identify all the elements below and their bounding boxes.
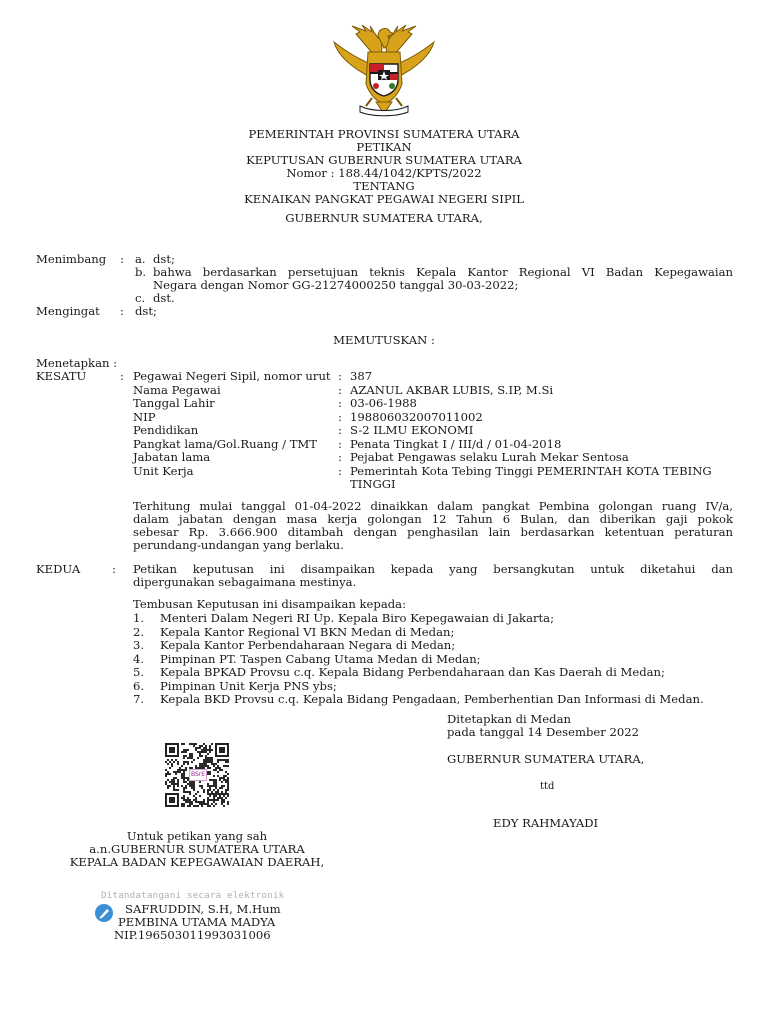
detail-colon: : (338, 382, 342, 397)
detail-colon: : (338, 463, 342, 478)
detail-value: S-2 ILMU EKONOMI (350, 423, 474, 437)
signature-name: EDY RAHMAYADI (493, 816, 599, 830)
detail-colon: : (338, 450, 342, 464)
list-number: 2. (133, 624, 145, 639)
list-item (133, 680, 743, 694)
list-text: Menteri Dalam Negeri RI Up. Kepala Biro Kepegawaian di Jakarta; (160, 611, 554, 625)
menimbang-b-text-2: Negara dengan Nomor GG-21274000250 tanggal 30-03-2022; (153, 278, 519, 292)
header-governor: GUBERNUR SUMATERA UTARA, (285, 211, 483, 225)
kedua-text-2: dipergunakan sebagaimana mestinya. (133, 575, 357, 589)
list-item (133, 666, 743, 680)
kesatu-para-4: perundang-undangan yang berlaku. (133, 538, 344, 552)
list-item (133, 626, 743, 640)
detail-value: Penata Tingkat I / III/d / 01-04-2018 (350, 436, 562, 451)
list-item (133, 693, 743, 707)
detail-key: Pegawai Negeri Sipil, nomor urut (133, 369, 331, 383)
kesatu-colon: : (120, 369, 124, 383)
memutuskan-heading: MEMUTUSKAN : (333, 333, 435, 347)
mengingat-label: Mengingat (36, 304, 100, 318)
list-number: 7. (133, 692, 145, 706)
list-text: Kepala Kantor Regional VI BKN Medan di Medan; (160, 624, 455, 639)
detail-key: Pendidikan (133, 423, 199, 437)
qr-code-icon (165, 743, 229, 807)
list-text: Pimpinan PT. Taspen Cabang Utama Medan di Medan; (160, 651, 481, 666)
header-tentang: TENTANG (353, 179, 415, 193)
detail-value: AZANUL AKBAR LUBIS, S.IP, M.Si (350, 382, 554, 397)
kedua-label: KEDUA (36, 562, 81, 576)
header-petikan: PETIKAN (356, 140, 412, 154)
kesatu-para-1: Terhitung mulai tanggal 01-04-2022 dinaikkan dalam pangkat Pembina golongan ruang IV/a, (133, 499, 733, 513)
detail-colon: : (338, 369, 342, 383)
menimbang-b-marker: b. (135, 265, 147, 279)
menetapkan-label: Menetapkan : (36, 356, 118, 370)
detail-row (133, 451, 733, 465)
detail-colon: : (338, 436, 342, 451)
list-item (133, 612, 743, 626)
garuda-emblem-icon (322, 22, 446, 118)
detail-key: Tanggal Lahir (133, 396, 215, 410)
kedua-text-1: Petikan keputusan ini disampaikan kepada yang bersangkutan untuk diketahui dan (133, 562, 733, 576)
detail-key: Pangkat lama/Gol.Ruang / TMT (133, 436, 318, 451)
header-nomor: Nomor : 188.44/1042/KPTS/2022 (286, 166, 482, 180)
kesatu-para-3: sebesar Rp. 3.666.900 ditambah dengan penghasilan lain berdasarkan ketentuan peraturan (133, 525, 733, 539)
kesatu-para-2: dalam jabatan dengan masa kerja golongan 12 Tahun 6 Bulan, dan diberikan gaji pokok (133, 512, 733, 526)
petikan-office-line: KEPALA BADAN KEPEGAWAIAN DAERAH, (69, 855, 325, 869)
header-government: PEMERINTAH PROVINSI SUMATERA UTARA (248, 127, 520, 141)
detail-colon: : (338, 423, 342, 437)
list-text: Pimpinan Unit Kerja PNS ybs; (160, 678, 337, 693)
menimbang-c-marker: c. (135, 291, 146, 305)
list-item (133, 653, 743, 667)
detail-value (350, 465, 733, 492)
unit-kerja-line-1: Pemerintah Kota Tebing Tinggi PEMERINTAH KOTA TEBING (350, 463, 712, 478)
menimbang-a-text: dst; (153, 252, 175, 266)
tembusan-intro: Tembusan Keputusan ini disampaikan kepada: (133, 597, 406, 611)
detail-row (133, 397, 733, 411)
signer-name: SAFRUDDIN, S.H, M.Hum (125, 902, 281, 916)
signature-ttd: ttd (540, 781, 555, 792)
mengingat-colon: : (120, 304, 124, 318)
detail-value: 387 (350, 369, 373, 383)
detail-row (133, 424, 733, 438)
kedua-colon: : (112, 562, 116, 576)
signature-place: Ditetapkan di Medan (447, 712, 571, 726)
signer-nip: NIP.196503011993031006 (114, 928, 271, 942)
detail-key: NIP (133, 409, 156, 424)
detail-key: Unit Kerja (133, 463, 194, 478)
detail-row (133, 370, 733, 384)
e-signature-note: Ditandatangani secara elektronik (101, 890, 285, 901)
bsre-logo-icon: BSrE (189, 769, 207, 781)
detail-row (133, 438, 733, 452)
signer-rank: PEMBINA UTAMA MADYA (118, 915, 276, 929)
list-text: Kepala BPKAD Provsu c.q. Kepala Bidang Perbendaharaan dan Kas Daerah di Medan; (160, 665, 665, 679)
list-number: 1. (133, 611, 145, 625)
list-number: 4. (133, 651, 145, 666)
bsre-pen-icon (94, 903, 114, 923)
detail-row (133, 411, 733, 425)
list-number: 3. (133, 638, 145, 652)
detail-value: 03-06-1988 (350, 396, 417, 410)
menimbang-c-text: dst. (153, 291, 175, 305)
petikan-an-line: a.n.GUBERNUR SUMATERA UTARA (89, 842, 305, 856)
signature-title: GUBERNUR SUMATERA UTARA, (447, 752, 645, 766)
menimbang-colon: : (120, 252, 124, 266)
detail-row (133, 465, 733, 492)
header-subject: KENAIKAN PANGKAT PEGAWAI NEGERI SIPIL (244, 192, 524, 206)
petikan-valid-line: Untuk petikan yang sah (126, 829, 268, 843)
detail-colon: : (338, 409, 342, 424)
kesatu-label: KESATU (36, 369, 87, 383)
detail-colon: : (338, 396, 342, 410)
mengingat-text: dst; (135, 304, 157, 318)
menimbang-label: Menimbang (36, 252, 107, 266)
list-text: Kepala Kantor Perbendaharaan Negara di Medan; (160, 638, 456, 652)
list-item (133, 639, 743, 653)
employee-details (133, 370, 733, 492)
signature-date: pada tanggal 14 Desember 2022 (447, 725, 639, 739)
list-number: 5. (133, 665, 145, 679)
list-number: 6. (133, 678, 145, 693)
detail-row (133, 384, 733, 398)
menimbang-a-marker: a. (135, 252, 146, 266)
detail-key: Nama Pegawai (133, 382, 221, 397)
detail-value: Pejabat Pengawas selaku Lurah Mekar Sentosa (350, 450, 629, 464)
list-text: Kepala BKD Provsu c.q. Kepala Bidang Pengadaan, Pemberhentian Dan Informasi di Medan. (160, 692, 704, 706)
detail-key: Jabatan lama (133, 450, 211, 464)
header-keputusan: KEPUTUSAN GUBERNUR SUMATERA UTARA (246, 153, 522, 167)
tembusan-list (133, 612, 743, 707)
unit-kerja-line-2: TINGGI (350, 477, 396, 491)
menimbang-b-text-1: bahwa berdasarkan persetujuan teknis Kepala Kantor Regional VI Badan Kepegawaian (153, 265, 733, 279)
detail-value: 198806032007011002 (350, 409, 483, 424)
